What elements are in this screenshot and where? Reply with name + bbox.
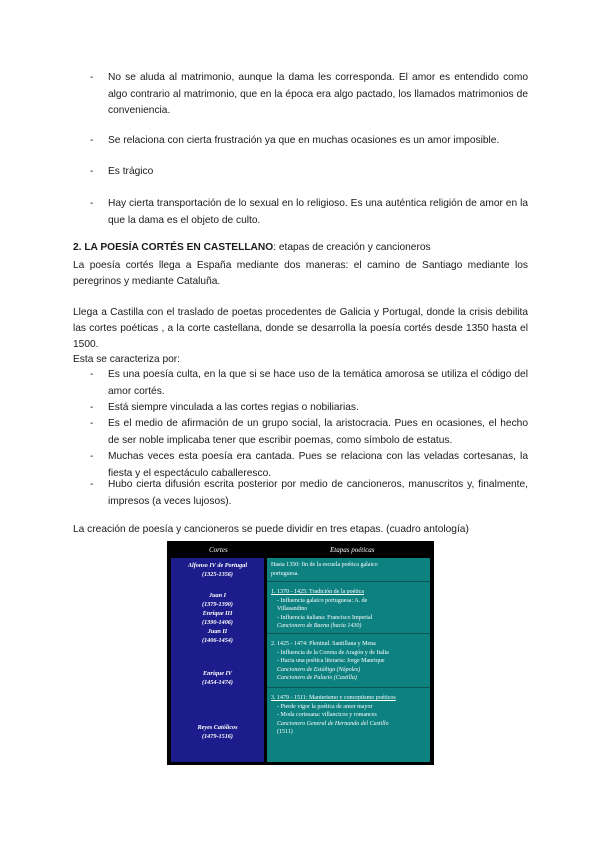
list-item [90,133,528,150]
stage-line: Cancionero General de Hernando del Castillo [277,720,389,727]
list-item [90,400,528,417]
column-header-courts: Cortes [209,546,228,554]
stage-cell [271,561,427,578]
list-dash: - [90,369,94,380]
row-divider [267,687,430,688]
court-line: (1479-1516) [202,733,233,740]
paragraph: Esta se caracteriza por: [73,354,181,365]
court-line: (1325-1356) [202,571,233,578]
stage-line: Cancionero de Palacio (Castilla) [277,675,357,681]
stage-line: - Influencia de la Corona de Aragón y de Italia [277,649,389,656]
stage-line: - Influencia galaico portuguesa: A. de [277,597,368,604]
court-line: Alfonso IV de Portugal [187,562,248,569]
court-line: Juan I [208,592,227,599]
list-dash: - [90,451,94,462]
stage-line: 2. 1425 - 1474: Plenitud. Santillana y Mena [271,641,376,647]
section-heading-rest: : etapas de creación y cancioneros [273,242,431,253]
list-dash: - [90,402,94,413]
list-item-text: Está siempre vinculada a las cortes regias o nobiliarias. [108,402,359,413]
stage-line: - Influencia italiana: Francisco Imperial [277,614,373,621]
list-item [90,196,528,229]
court-cell [171,723,264,741]
paragraph: Llega a Castilla con el traslado de poetas procedentes de Galicia y Portugal, donde la crisis debilita las cortes poéticas , a la corte castellana, donde se desarrolla la poesía cortés desde 1350 hasta el 1500. [73,307,528,350]
court-line: (1379-1390) [202,601,233,608]
table-header [167,541,434,558]
stage-line: Cancionero de Estúñiga (Nápoles) [277,666,361,673]
list-item-text: Se relaciona con cierta frustración ya que en muchas ocasiones es un amor imposible. [108,135,500,146]
list-item-text: Es una poesía culta, en la que si se hace uso de la temática amorosa se utiliza el código del amor cortés. [108,369,528,397]
section-heading [73,240,431,256]
list-item [90,70,528,120]
list-item-text: No se aluda al matrimonio, aunque la dama les corresponda. El amor es entendido como algo contrario al matrimonio, que en la época era algo pactado, los llamados matrimonios de conveniencia. [108,72,528,116]
list-dash: - [90,135,94,146]
list-dash: - [90,418,94,429]
stage-cell [271,694,427,737]
stage-line: - Pierde vigor la poética de amor mayor [277,703,373,710]
list-dash: - [90,198,94,209]
list-item-text: Es el medio de afirmación de un grupo social, la aristocracia. Pues en ocasiones, el hecho de ser noble implicaba tener que escribir poemas, como símbolo de estatus. [108,418,528,446]
paragraph: La poesía cortés llega a España mediante dos maneras: el camino de Santiago mediante los peregrinos y mediante Cataluña. [73,260,528,287]
list-item-text: Hay cierta transportación de lo sexual en lo religioso. Es una auténtica religión de amor en la que la dama es el objeto de culto. [108,198,528,226]
list-item-text: Muchas veces esta poesía era cantada. Pues se relaciona con las veladas cortesanas, la fiesta y el espectáculo caballeresco. [108,451,528,479]
section-heading-bold: 2. LA POESÍA CORTÉS EN CASTELLANO [73,242,274,253]
court-cell [171,591,264,645]
court-line: (1406-1454) [202,637,233,644]
list-item [90,367,528,400]
stage-cell [271,640,427,683]
court-line: Enrique IV [202,670,233,677]
list-item [90,416,528,449]
stage-line: Villasandino [277,606,308,612]
stage-line: - Hacia una poética literaria: Jorge Manrique [277,658,385,664]
column-header-stages: Etapas poéticas [330,546,375,554]
list-dash: - [90,72,94,83]
paragraph: La creación de poesía y cancioneros se puede dividir en tres etapas. (cuadro antología) [73,524,469,535]
courts-column [171,558,264,762]
stage-line: Cancionero de Baena (hacia 1430) [277,623,362,629]
stage-cell [271,588,427,631]
court-cell [171,561,264,579]
court-line: (1454-1474) [202,679,233,686]
stage-line: 1. 1370 - 1425: Tradición de la poética [271,589,364,595]
stage-line: portuguesa. [271,570,299,577]
court-cell [171,669,264,687]
court-line: (1390-1406) [202,619,233,626]
list-item-text: Es trágico [108,166,154,177]
court-line: Reyes Católicos [197,724,238,731]
list-dash: - [90,166,94,177]
list-item-text: Hubo cierta difusión escrita posterior por medio de cancioneros, manuscritos y, finalmente, impresos (a veces lujosos). [108,479,528,507]
court-line: Enrique III [202,610,233,617]
list-item [90,477,528,510]
court-line: Juan II [207,628,228,635]
stage-line: 3. 1479 - 1511: Manierismo y conceptismo poéticos [271,695,396,701]
row-divider [267,581,430,582]
row-divider [267,633,430,634]
stages-table-figure [167,541,434,765]
list-item [90,164,528,181]
list-dash: - [90,479,94,490]
stage-line: Hasta 1350: fin de la escuela poética galaico [271,562,378,568]
stage-line: (1511) [277,729,293,735]
stage-line: - Moda cortesana: villancicos y romances [277,712,377,718]
